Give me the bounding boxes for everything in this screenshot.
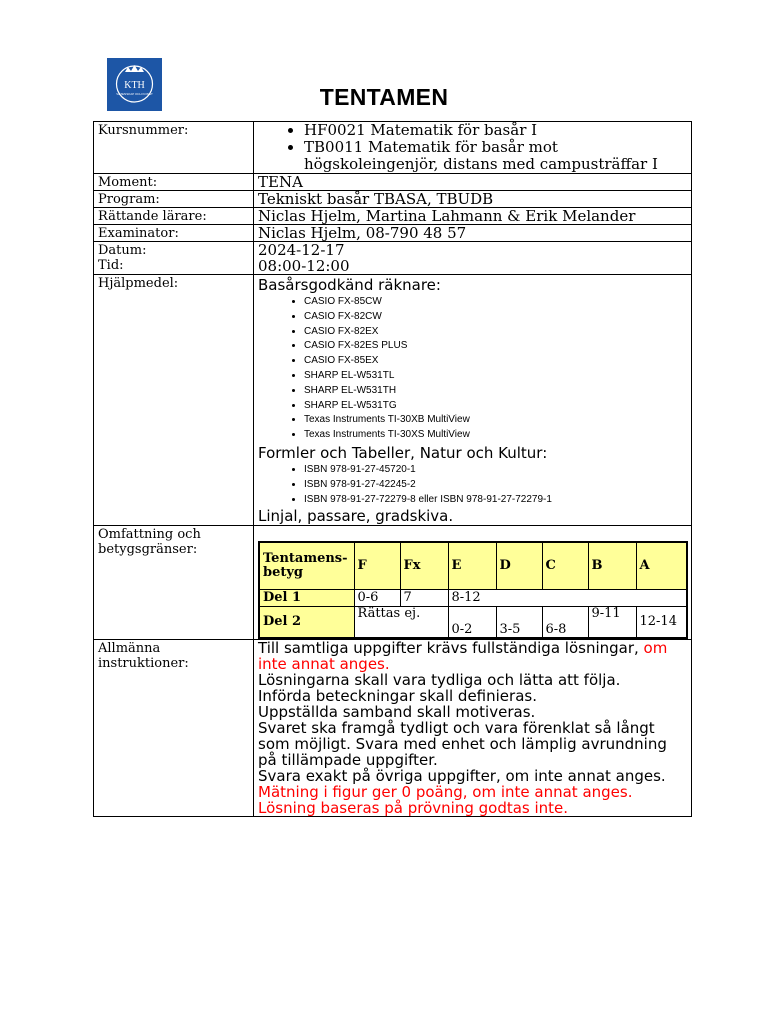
course-label: Kursnummer: bbox=[94, 122, 254, 174]
grade-row-label: Del 2 bbox=[259, 607, 354, 638]
examiner-value: Niclas Hjelm, 08-790 48 57 bbox=[254, 225, 692, 242]
calculators-heading: Basårsgodkänd räknare: bbox=[258, 276, 441, 294]
grade-header-cell: Fx bbox=[400, 542, 448, 590]
grade-cell: Rättas ej. bbox=[354, 607, 448, 638]
program-value: Tekniskt basår TBASA, TBUDB bbox=[254, 191, 692, 208]
course-list bbox=[258, 122, 687, 173]
grade-header-cell: A bbox=[636, 542, 687, 590]
moment-label: Moment: bbox=[94, 174, 254, 191]
instruction-warning: Lösning baseras på prövning godtas inte. bbox=[258, 798, 569, 817]
grade-cell: 0-6 bbox=[354, 590, 400, 607]
date-row bbox=[94, 242, 692, 275]
teachers-row bbox=[94, 208, 692, 225]
instruction-text bbox=[258, 640, 687, 672]
grade-header-cell: Tentamens-betyg bbox=[259, 542, 354, 590]
isbn-list bbox=[258, 463, 687, 507]
grade-row-del2 bbox=[259, 607, 687, 638]
aids-row bbox=[94, 275, 692, 526]
grading-value bbox=[254, 526, 692, 640]
grade-header-cell: C bbox=[542, 542, 588, 590]
date-value: 2024-12-17 bbox=[258, 241, 345, 259]
time-label: Tid: bbox=[98, 258, 124, 273]
isbn-item: • ISBN 978-91-27-45720-1 bbox=[304, 463, 687, 478]
grade-cell: 8-12 bbox=[448, 590, 687, 607]
moment-row bbox=[94, 174, 692, 191]
instruction-text: Införda beteckningar skall definieras. bbox=[258, 686, 537, 705]
isbn-item: • ISBN 978-91-27-72279-8 eller ISBN 978-91-27-72279-1 bbox=[304, 493, 687, 508]
tables-heading: Formler och Tabeller, Natur och Kultur: bbox=[258, 443, 548, 462]
grade-header-cell: D bbox=[496, 542, 542, 590]
instruction-part: Till samtliga uppgifter krävs fullständiga lösningar, bbox=[258, 638, 644, 657]
grade-header-cell: B bbox=[588, 542, 636, 590]
date-label: Datum: bbox=[98, 243, 147, 258]
grade-row-label: Del 1 bbox=[259, 590, 354, 607]
course-row bbox=[94, 122, 692, 174]
aids-value bbox=[254, 275, 692, 526]
grade-limits-table bbox=[258, 541, 688, 639]
calculator-list bbox=[258, 295, 687, 443]
grade-cell: 9-11 bbox=[588, 607, 636, 638]
grade-cell: 12-14 bbox=[636, 607, 687, 638]
instruction-warning: Mätning i figur ger 0 poäng, om inte annat anges. bbox=[258, 782, 633, 801]
calculator-item: • SHARP EL-W531TL bbox=[304, 369, 687, 384]
general-row bbox=[94, 639, 692, 816]
calculator-item: • CASIO FX-82CW bbox=[304, 310, 687, 325]
grading-label: Omfattning och betygsgränser: bbox=[94, 526, 254, 640]
calculator-item: • CASIO FX-85EX bbox=[304, 354, 687, 369]
logo-subtext: VETENSKAP OCH KONST bbox=[116, 92, 153, 96]
time-value: 08:00-12:00 bbox=[258, 257, 350, 275]
general-label: Allmänna instruktioner: bbox=[94, 639, 254, 816]
grade-cell: 7 bbox=[400, 590, 448, 607]
date-value-cell bbox=[254, 242, 692, 275]
examiner-row bbox=[94, 225, 692, 242]
examiner-label: Examinator: bbox=[94, 225, 254, 242]
page-title: TENTAMEN bbox=[319, 84, 449, 110]
teachers-label: Rättande lärare: bbox=[94, 208, 254, 225]
grading-row bbox=[94, 526, 692, 640]
instruction-text: Svara exakt på övriga uppgifter, om inte annat anges. bbox=[258, 766, 666, 785]
calculator-item: • SHARP EL-W531TH bbox=[304, 384, 687, 399]
grade-header-row bbox=[259, 542, 687, 590]
course-item: • TB0011 Matematik för basår mot högskoleingenjör, distans med campusträffar I bbox=[304, 139, 687, 173]
instruments-note: Linjal, passare, gradskiva. bbox=[258, 507, 454, 526]
general-instructions bbox=[254, 639, 692, 816]
grade-cell: 6-8 bbox=[542, 607, 588, 638]
isbn-item: • ISBN 978-91-27-42245-2 bbox=[304, 478, 687, 493]
grade-header-cell: F bbox=[354, 542, 400, 590]
teachers-value: Niclas Hjelm, Martina Lahmann & Erik Melander bbox=[254, 208, 692, 225]
instruction-text: Lösningarna skall vara tydliga och lätta att följa. bbox=[258, 670, 621, 689]
grade-row-del1 bbox=[259, 590, 687, 607]
aids-label: Hjälpmedel: bbox=[94, 275, 254, 526]
grade-header-cell: E bbox=[448, 542, 496, 590]
calculator-item: • CASIO FX-82ES PLUS bbox=[304, 339, 687, 354]
calculator-item: • SHARP EL-W531TG bbox=[304, 399, 687, 414]
instruction-text: Uppställda samband skall motiveras. bbox=[258, 702, 536, 721]
grade-cell: 3-5 bbox=[496, 607, 542, 638]
logo-text: KTH bbox=[124, 80, 145, 91]
course-item: • HF0021 Matematik för basår I bbox=[304, 122, 687, 139]
program-row bbox=[94, 191, 692, 208]
exam-info-table bbox=[93, 121, 692, 817]
calculator-item: • CASIO FX-82EX bbox=[304, 325, 687, 340]
calculator-item: • Texas Instruments TI-30XB MultiView bbox=[304, 413, 687, 428]
calculator-item: • CASIO FX-85CW bbox=[304, 295, 687, 310]
grade-cell: 0-2 bbox=[448, 607, 496, 638]
date-label-cell bbox=[94, 242, 254, 275]
program-label: Program: bbox=[94, 191, 254, 208]
instruction-text: Svaret ska framgå tydligt och vara förenklat så långt som möjligt. Svara med enhet och lämplig avrundning på tillämpade uppgifter. bbox=[258, 718, 667, 769]
instruction-highlight: om inte annat anges. bbox=[258, 638, 668, 673]
course-value bbox=[254, 122, 692, 174]
calculator-item: • Texas Instruments TI-30XS MultiView bbox=[304, 428, 687, 443]
moment-value: TENA bbox=[254, 174, 692, 191]
